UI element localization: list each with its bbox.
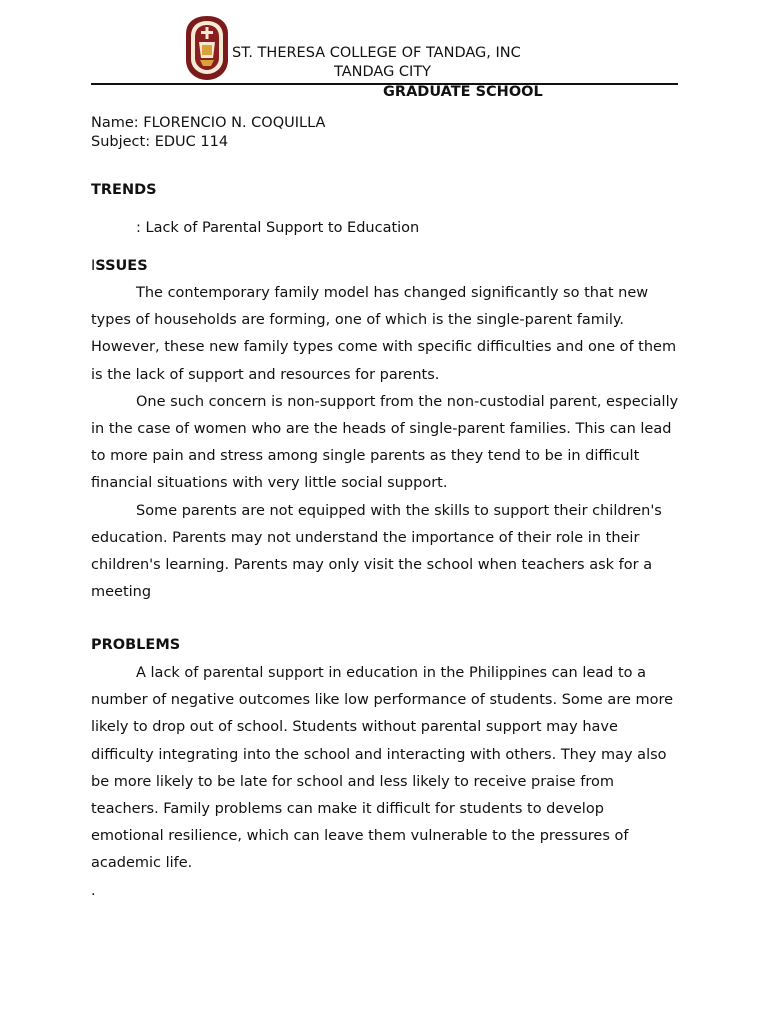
problems-heading: PROBLEMS — [91, 637, 181, 653]
problems-paragraph: A lack of parental support in education in the Philippines can lead to a number of negative outcomes like low performance of students. Some are more likely to drop out of school. Students without parental support may have difficulty integrating into the school and interacting with others. They may also be more likely to be late for school and less likely to receive praise from teachers. Family problems can make it difficult for students to develop emotional resilience, which can leave them vulnerable to the pressures of academic life. — [91, 665, 674, 872]
department-title: GRADUATE SCHOOL — [383, 84, 543, 100]
issues-paragraph: Some parents are not equipped with the skills to support their children's education. Parents may not understand the importance of their role in their children's learning. Parents may only visit the school when teachers ask for a meeting — [91, 502, 662, 601]
school-name: ST. THERESA COLLEGE OF TANDAG, INC — [232, 45, 521, 61]
school-seal-icon — [184, 14, 230, 82]
trends-heading: TRENDS — [91, 182, 157, 198]
school-city: TANDAG CITY — [334, 64, 432, 80]
trailing-period: . — [91, 883, 96, 899]
issues-heading-rest: SSUES — [95, 258, 148, 274]
trends-item: : Lack of Parental Support to Education — [136, 220, 420, 236]
issues-paragraph: One such concern is non-support from the non-custodial parent, especially in the case of women who are the heads of single-parent families. This can lead to more pain and stress among single parents as they tend to be in difficult financial situations with very little social support. — [91, 393, 679, 492]
problems-body — [91, 660, 681, 878]
student-subject: Subject: EDUC 114 — [91, 134, 229, 150]
issues-paragraph: The contemporary family model has changed significantly so that new types of households are forming, one of which is the single-parent family. However, these new family types come with specific difficulties and one of them is the lack of support and resources for parents. — [91, 285, 677, 383]
student-name: Name: FLORENCIO N. COQUILLA — [91, 115, 326, 131]
issues-heading-initial: I — [91, 258, 96, 274]
issues-heading — [91, 258, 148, 274]
issues-body — [91, 280, 681, 606]
